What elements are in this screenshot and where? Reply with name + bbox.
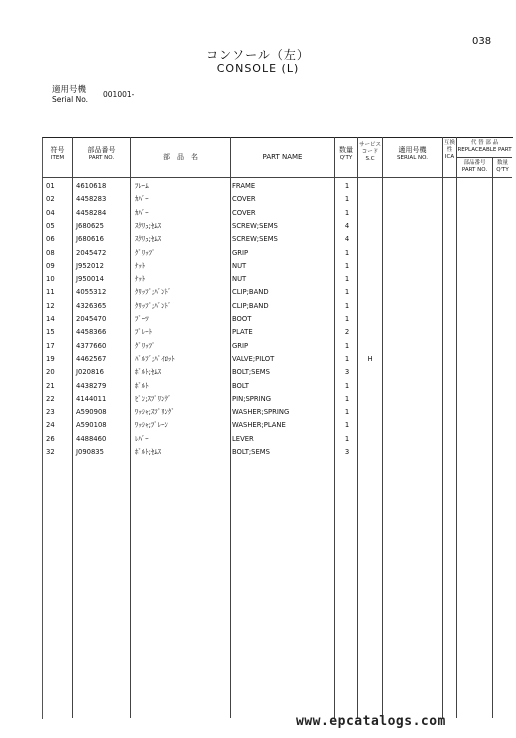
part-name-japanese: ﾌﾚｰﾑ xyxy=(135,182,149,190)
part-name: BOLT;SEMS xyxy=(232,448,270,456)
item-number: 15 xyxy=(46,328,55,337)
part-number: A590908 xyxy=(76,408,107,417)
quantity: 1 xyxy=(344,182,350,190)
part-number: 2045472 xyxy=(76,248,107,257)
page-number: 038 xyxy=(472,36,492,47)
item-number: 22 xyxy=(46,394,55,403)
part-number: 4458283 xyxy=(76,195,107,204)
item-number: 21 xyxy=(46,381,55,390)
part-name: GRIP xyxy=(232,341,249,350)
part-name: SCREW;SEMS xyxy=(232,235,278,244)
item-number: 08 xyxy=(46,248,55,257)
header-replaceable-part-number: 部品番号 PART NO. xyxy=(461,160,488,173)
part-name: COVER xyxy=(232,208,256,217)
quantity: 1 xyxy=(344,261,350,270)
part-number: 4326365 xyxy=(76,301,107,310)
item-number: 14 xyxy=(46,315,55,323)
table-row xyxy=(0,446,516,459)
item-number: 11 xyxy=(46,288,55,297)
quantity: 1 xyxy=(344,408,350,417)
header-part-number: 部品番号 PART NO. xyxy=(87,146,116,161)
page-title: CONSOLE (L) xyxy=(216,62,300,75)
part-name-japanese: ｶﾊﾞｰ xyxy=(135,208,149,217)
part-name-japanese: ﾜｯｼｬ;ﾌﾟﾚｰﾝ xyxy=(135,421,168,430)
part-name-japanese: ﾌﾞｰﾂ xyxy=(135,315,149,323)
service-code: H xyxy=(367,354,373,363)
part-name: GRIP xyxy=(232,248,249,257)
serial-label-japanese: 適用号機 xyxy=(52,85,87,95)
quantity: 1 xyxy=(344,288,350,297)
part-name-japanese: ﾜｯｼｬ;ｽﾌﾟﾘﾝｸﾞ xyxy=(135,408,175,417)
page-title-japanese: コンソール（左） xyxy=(206,48,310,62)
table-row xyxy=(0,419,516,432)
table-row xyxy=(0,380,516,393)
header-item: 符号 ITEM xyxy=(50,146,65,161)
table-row xyxy=(0,353,516,366)
header-service-code: サービス コード S.C xyxy=(358,142,381,162)
quantity: 2 xyxy=(344,328,350,337)
part-name-japanese: ｸﾞﾘｯﾌﾟ xyxy=(135,248,156,257)
part-number: J680625 xyxy=(76,221,104,230)
table-row xyxy=(0,286,516,299)
part-number: 4377660 xyxy=(76,341,107,350)
quantity: 1 xyxy=(344,341,350,350)
item-number: 06 xyxy=(46,235,55,244)
part-name: COVER xyxy=(232,195,256,204)
part-name: BOLT xyxy=(232,381,249,390)
part-name-japanese: ﾅｯﾄ xyxy=(135,275,146,284)
part-number: J950014 xyxy=(76,275,104,284)
header-divider xyxy=(42,177,512,178)
table-row xyxy=(0,433,516,446)
serial-value: 001001- xyxy=(103,90,135,99)
part-name-japanese: ﾎﾞﾙﾄ;ｾﾑｽ xyxy=(135,448,162,456)
part-name: SCREW;SEMS xyxy=(232,221,278,230)
table-row xyxy=(0,406,516,419)
part-name-japanese: ﾊﾞﾙﾌﾞ;ﾊﾟｲﾛｯﾄ xyxy=(135,354,175,363)
item-number: 02 xyxy=(46,195,55,204)
item-number: 05 xyxy=(46,221,55,230)
quantity: 1 xyxy=(344,275,350,284)
part-name: CLIP;BAND xyxy=(232,288,269,297)
part-number: 4144011 xyxy=(76,394,107,403)
quantity: 3 xyxy=(344,448,350,456)
table-row xyxy=(0,340,516,353)
table-row xyxy=(0,207,516,220)
item-number: 24 xyxy=(46,421,55,430)
part-name-japanese: ｸﾞﾘｯﾌﾟ xyxy=(135,341,156,350)
part-name-japanese: ﾎﾞﾙﾄ;ｾﾑｽ xyxy=(135,368,162,377)
part-name-japanese: ﾚﾊﾞｰ xyxy=(135,434,149,443)
header-ica: 互換性 ICA xyxy=(443,140,455,160)
table-row xyxy=(0,366,516,379)
header-quantity: 数量 Q'TY xyxy=(339,146,353,161)
quantity: 1 xyxy=(344,434,350,443)
table-row xyxy=(0,326,516,339)
table-row xyxy=(0,247,516,260)
header-serial-no: 適用号機 SERIAL NO. xyxy=(397,146,428,161)
quantity: 3 xyxy=(344,368,350,377)
watermark: www.epcatalogs.com xyxy=(296,714,446,729)
part-number: 4438279 xyxy=(76,381,107,390)
item-number: 32 xyxy=(46,448,55,456)
table-row xyxy=(0,313,516,326)
part-number: J952012 xyxy=(76,261,104,270)
part-name-japanese: ｽｸﾘｭ;ｾﾑｽ xyxy=(135,235,162,244)
part-name: BOOT xyxy=(232,315,252,323)
quantity: 4 xyxy=(344,235,350,244)
item-number: 23 xyxy=(46,408,55,417)
quantity: 4 xyxy=(344,221,350,230)
item-number: 17 xyxy=(46,341,55,350)
quantity: 1 xyxy=(344,195,350,204)
item-number: 01 xyxy=(46,182,55,190)
part-name-japanese: ﾅｯﾄ xyxy=(135,261,146,270)
table-row xyxy=(0,300,516,313)
part-name-japanese: ﾌﾟﾚｰﾄ xyxy=(135,328,152,337)
header-part-name: PART NAME xyxy=(262,153,303,161)
part-name-japanese: ｶﾊﾞｰ xyxy=(135,195,149,204)
part-number: 4462567 xyxy=(76,354,107,363)
header-part-name-japanese: 部 品 名 xyxy=(163,153,198,161)
quantity: 1 xyxy=(344,208,350,217)
part-name: PLATE xyxy=(232,328,253,337)
part-name-japanese: ｽｸﾘｭ;ｾﾑｽ xyxy=(135,221,162,230)
part-name: FRAME xyxy=(232,182,256,190)
header-divider xyxy=(456,157,512,158)
part-number: 4055312 xyxy=(76,288,107,297)
header-replaceable-part: 代 替 部 品 REPLACEABLE PART xyxy=(457,140,512,153)
part-number: 2045470 xyxy=(76,315,107,323)
table-row xyxy=(0,260,516,273)
quantity: 1 xyxy=(344,394,350,403)
header-replaceable-quantity: 数量 Q'TY xyxy=(496,160,509,173)
item-number: 12 xyxy=(46,301,55,310)
part-number: 4488460 xyxy=(76,434,107,443)
item-number: 20 xyxy=(46,368,55,377)
part-name-japanese: ｸﾘｯﾌﾟ;ﾊﾞﾝﾄﾞ xyxy=(135,301,172,310)
table-row xyxy=(0,393,516,406)
item-number: 10 xyxy=(46,275,55,284)
item-number: 26 xyxy=(46,434,55,443)
quantity: 1 xyxy=(344,248,350,257)
part-name: NUT xyxy=(232,275,247,284)
part-name-japanese: ﾎﾞﾙﾄ xyxy=(135,381,149,390)
item-number: 19 xyxy=(46,354,55,363)
part-number: J090835 xyxy=(76,448,104,456)
table-row xyxy=(0,180,516,193)
part-number: A590108 xyxy=(76,421,107,430)
part-name: BOLT;SEMS xyxy=(232,368,270,377)
table-row xyxy=(0,193,516,206)
part-name-japanese: ﾋﾟﾝ;ｽﾌﾟﾘﾝｸﾞ xyxy=(135,394,172,403)
part-name: NUT xyxy=(232,261,247,270)
part-name: CLIP;BAND xyxy=(232,301,269,310)
part-number: 4458366 xyxy=(76,328,107,337)
part-name: WASHER;SPRING xyxy=(232,408,290,417)
quantity: 1 xyxy=(344,381,350,390)
part-name: VALVE;PILOT xyxy=(232,354,275,363)
table-row xyxy=(0,273,516,286)
part-number: J680616 xyxy=(76,235,104,244)
part-number: 4458284 xyxy=(76,208,107,217)
quantity: 1 xyxy=(344,301,350,310)
serial-label: Serial No. xyxy=(52,95,89,104)
quantity: 1 xyxy=(344,354,350,363)
part-name: PIN;SPRING xyxy=(232,394,271,403)
part-number: 4610618 xyxy=(76,182,107,190)
item-number: 09 xyxy=(46,261,55,270)
table-row xyxy=(0,233,516,246)
part-name: LEVER xyxy=(232,434,254,443)
table-row xyxy=(0,220,516,233)
quantity: 1 xyxy=(344,315,350,323)
item-number: 04 xyxy=(46,208,55,217)
part-name-japanese: ｸﾘｯﾌﾟ;ﾊﾞﾝﾄﾞ xyxy=(135,288,172,297)
part-name: WASHER;PLANE xyxy=(232,421,286,430)
quantity: 1 xyxy=(344,421,350,430)
part-number: J020816 xyxy=(76,368,104,377)
